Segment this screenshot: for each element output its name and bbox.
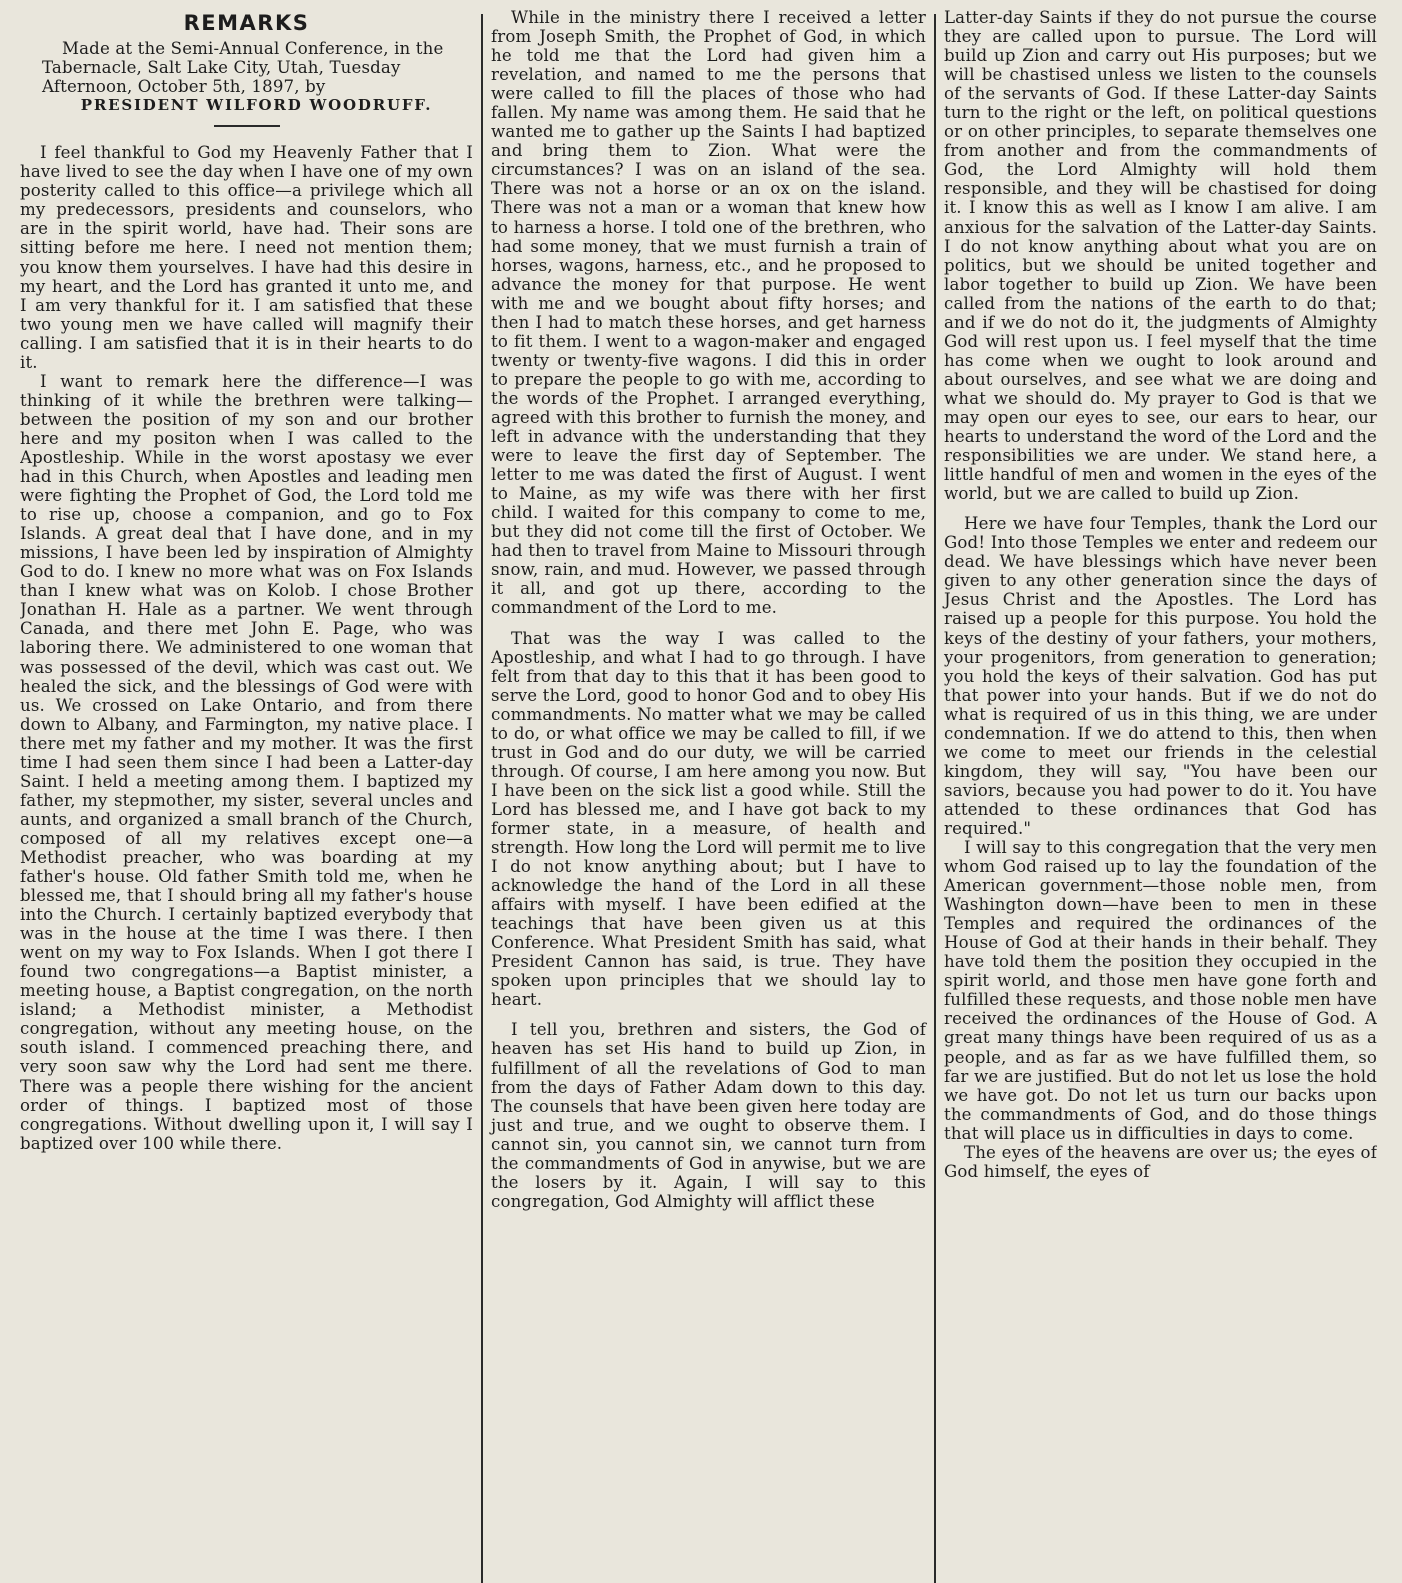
title-divider: [214, 125, 280, 127]
paragraph: Latter-day Saints if they do not pursue the course they are called upon to pursue. The Lord will build up Zion and carry out His purposes; but we will be chastised unless we listen to the counsels of the servants of God. If these Latter-day Saints turn to the right or the left, on political questions or on other principles, to separate themselves one from another and from the commandments of God, the Lord Almighty will hold them responsible, and they will be chastised for doing it. I know this as well as I know I am alive. I am anxious for the salvation of the Latter-day Saints. I do not know anything about what you are on politics, but we should be united together and labor together to build up Zion. We have been called from the nations of the earth to do that; and if we do not do it, the judgments of Almighty God will rest upon us. I feel myself that the time has come when we ought to look around and about ourselves, and see what we are doing and what we should do. My prayer to God is that we may open our eyes to see, our ears to hear, our hearts to understand the word of the Lord and the responsibilities we are under. We stand here, a little handful of men and women in the eyes of the world, but we are called to build up Zion.: [944, 8, 1377, 504]
column-3: [936, 8, 1377, 1583]
paragraph: The eyes of the heavens are over us; the eyes of God himself, the eyes of: [944, 1142, 1377, 1181]
article-subheading: Made at the Semi-Annual Conference, in the Tabernacle, Salt Lake City, Utah, Tuesday Afternoon, October 5th, 1897, by: [42, 39, 444, 97]
paragraph: Here we have four Temples, thank the Lord our God! Into those Temples we enter and redeem our dead. We have blessings which have never been given to any other generation since the days of Jesus Christ and the Apostles. The Lord has raised up a people for this purpose. You hold the keys of the destiny of your fathers, your mothers, your progenitors, from generation to generation; you hold the keys of their salvation. God has put that power into your hands. But if we do not do what is required of us in this thing, we are under condemnation. If we do attend to this, then when we come to meet our friends in the celestial kingdom, they will say, "You have been our saviors, because you had power to do it. You have attended to these ordinances that God has required.": [944, 514, 1377, 838]
speaker-byline: PRESIDENT WILFORD WOODRUFF.: [80, 96, 433, 115]
column-1: [20, 8, 481, 1583]
paragraph: I will say to this congregation that the very men whom God raised up to lay the foundation of the American government—those noble men, from Washington down—have been to men in these Temples and required the ordinances of the House of God at their hands in their behalf. They have told them the position they occupied in the spirit world, and those men have gone forth and fulfilled these requests, and those noble men have received the ordinances of the House of God. A great many things have been required of us as a people, and as far as we have fulfilled them, so far we are justified. But do not let us lose the hold we have got. Do not let us turn our backs upon the commandments of God, and do those things that will place us in difficulties in days to come.: [944, 838, 1377, 1143]
article-title: REMARKS: [183, 11, 310, 35]
paragraph: I tell you, brethren and sisters, the God of heaven has set His hand to build up Zion, in fulfillment of all the revelations of God to man from the days of Father Adam down to this day. The counsels that have been given here today are just and true, and we ought to observe them. I cannot sin, you cannot sin, we cannot turn from the commandments of God in anywise, but we are the losers by it. Again, I will say to this congregation, God Almighty will afflict these: [491, 1020, 926, 1211]
column-2: [483, 8, 934, 1583]
paragraph: While in the ministry there I received a letter from Joseph Smith, the Prophet of God, in which he told me that the Lord had given him a revelation, and named to me the persons that were called to fill the places of those who had fallen. My name was among them. He said that he wanted me to gather up the Saints I had baptized and bring them to Zion. What were the circumstances? I was on an island of the sea. There was not a horse or an ox on the island. There was not a man or a woman that knew how to harness a horse. I told one of the brethren, who had some money, that we must furnish a train of horses, wagons, harness, etc., and he proposed to advance the money for that purpose. He went with me and we bought about fifty horses; and then I had to match these horses, and get harness to fit them. I went to a wagon-maker and engaged twenty or twenty-five wagons. I did this in order to prepare the people to go with me, according to the words of the Prophet. I arranged everything, agreed with this brother to furnish the money, and left in advance with the understanding that they were to leave the first day of September. The letter to me was dated the first of August. I went to Maine, as my wife was there with her first child. I waited for this company to come to me, but they did not come till the first of October. We had then to travel from Maine to Missouri through snow, rain, and mud. However, we passed through it all, and got up there, according to the commandment of the Lord to me.: [491, 8, 926, 618]
paragraph: I want to remark here the difference—I was thinking of it while the brethren were talking—between the position of my son and our brother here and my positon when I was called to the Apostleship. While in the worst apostasy we ever had in this Church, when Apostles and leading men were fighting the Prophet of God, the Lord told me to rise up, choose a companion, and go to Fox Islands. A great deal that I have done, and in my missions, I have been led by inspiration of Almighty God to do. I knew no more what was on Fox Islands than I knew what was on Kolob. I chose Brother Jonathan H. Hale as a partner. We went through Canada, and there met John E. Page, who was laboring there. We administered to one woman that was possessed of the devil, which was cast out. We healed the sick, and the blessings of God were with us. We crossed on Lake Ontario, and from there down to Albany, and Farmington, my native place. I there met my father and my mother. It was the first time I had seen them since I had been a Latter-day Saint. I held a meeting among them. I baptized my father, my stepmother, my sister, several uncles and aunts, and organized a small branch of the Church, composed of all my relatives except one—a Methodist preacher, who was boarding at my father's house. Old father Smith told me, when he blessed me, that I should bring all my father's house into the Church. I certainly baptized everybody that was in the house at the time I was there. I then went on my way to Fox Islands. When I got there I found two congregations—a Baptist minister, a meeting house, a Baptist congregation, on the north island; a Methodist minister, a Methodist congregation, without any meeting house, on the south island. I commenced preaching there, and very soon saw why the Lord had sent me there. There was a people there wishing for the ancient order of things. I baptized most of those congregations. Without dwelling upon it, I will say I baptized over 100 while there.: [20, 371, 473, 1153]
paragraph: I feel thankful to God my Heavenly Father that I have lived to see the day when I have one of my own posterity called to this office—a privilege which all my predecessors, presidents and counselors, who are in the spirit world, have had. Their sons are sitting before me here. I need not mention them; you know them yourselves. I have had this desire in my heart, and the Lord has granted it unto me, and I am very thankful for it. I am satisfied that these two young men we have called will magnify their calling. I am satisfied that it is in their hearts to do it.: [20, 143, 473, 372]
paragraph: That was the way I was called to the Apostleship, and what I had to go through. I have felt from that day to this that it has been good to serve the Lord, good to honor God and to obey His commandments. No matter what we may be called to do, or what office we may be called to fill, if we trust in God and do our duty, we will be carried through. Of course, I am here among you now. But I have been on the sick list a good while. Still the Lord has blessed me, and I have got back to my former state, in a measure, of health and strength. How long the Lord will permit me to live I do not know anything about; but I have to acknowledge the hand of the Lord in all these affairs with myself. I have been edified at the teachings that have been given us at this Conference. What President Smith has said, what President Cannon has said, is true. They have spoken upon principles that we should lay to heart.: [491, 628, 926, 1010]
